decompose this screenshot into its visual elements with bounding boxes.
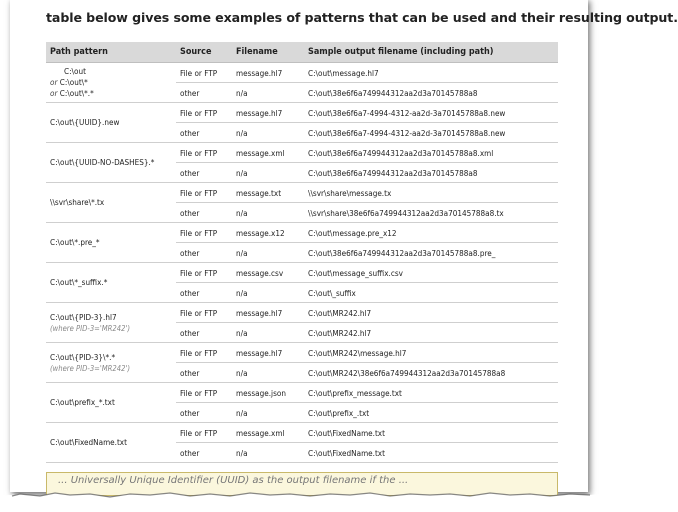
filename-cell: n/a xyxy=(232,363,304,383)
filename-cell: message.hl7 xyxy=(232,63,304,83)
path-value: C:\out\{UUID-NO-DASHES}.* xyxy=(50,157,155,167)
source-cell: File or FTP xyxy=(176,303,232,323)
source-cell: File or FTP xyxy=(176,103,232,123)
header-filename: Filename xyxy=(232,42,304,63)
source-cell: File or FTP xyxy=(176,343,232,363)
filename-cell: n/a xyxy=(232,403,304,423)
source-cell: File or FTP xyxy=(176,423,232,443)
path-pattern-cell xyxy=(46,263,176,303)
or-label: or xyxy=(50,88,60,98)
table-row xyxy=(46,303,558,323)
source-cell: File or FTP xyxy=(176,263,232,283)
source-cell: File or FTP xyxy=(176,383,232,403)
path-value: C:\out xyxy=(64,66,86,76)
path-value: C:\out\{UUID}.new xyxy=(50,117,120,127)
output-cell: C:\out\MR242\38e6f6a749944312aa2d3a70145788a8 xyxy=(304,363,558,383)
output-cell: C:\out\message.pre_x12 xyxy=(304,223,558,243)
output-cell: C:\out\_suffix xyxy=(304,283,558,303)
header-sample-output: Sample output filename (including path) xyxy=(304,42,558,63)
source-cell: File or FTP xyxy=(176,143,232,163)
output-cell: C:\out\38e6f6a749944312aa2d3a70145788a8 xyxy=(304,83,558,103)
source-cell: other xyxy=(176,283,232,303)
path-value: \\svr\share\*.tx xyxy=(50,197,105,207)
path-pattern-text xyxy=(50,437,172,448)
table-row xyxy=(46,223,558,243)
path-pattern-cell xyxy=(46,103,176,143)
path-pattern-text xyxy=(50,88,172,99)
filename-cell: n/a xyxy=(232,283,304,303)
path-pattern-cell xyxy=(46,423,176,463)
path-pattern-cell xyxy=(46,63,176,103)
table-header-row xyxy=(46,42,558,63)
path-pattern-text xyxy=(50,157,172,168)
filename-cell: n/a xyxy=(232,443,304,463)
output-cell: C:\out\prefix_.txt xyxy=(304,403,558,423)
source-cell: other xyxy=(176,443,232,463)
filename-cell: message.hl7 xyxy=(232,103,304,123)
table-row xyxy=(46,183,558,203)
filename-cell: message.txt xyxy=(232,183,304,203)
filename-cell: message.csv xyxy=(232,263,304,283)
path-note: (where PID-3='MR242') xyxy=(50,363,130,373)
table-row xyxy=(46,263,558,283)
output-cell: \\svr\share\message.tx xyxy=(304,183,558,203)
source-cell: File or FTP xyxy=(176,63,232,83)
path-pattern-text xyxy=(50,66,172,77)
path-value: C:\out\{PID-3}\*.* xyxy=(50,351,116,362)
output-cell: C:\out\message_suffix.csv xyxy=(304,263,558,283)
path-pattern-cell xyxy=(46,143,176,183)
path-note: (where PID-3='MR242') xyxy=(50,323,130,333)
table-row xyxy=(46,343,558,363)
source-cell: other xyxy=(176,83,232,103)
table-row xyxy=(46,143,558,163)
path-pattern-text xyxy=(50,77,172,88)
source-cell: other xyxy=(176,203,232,223)
source-cell: other xyxy=(176,363,232,383)
path-value: C:\out\*.pre_* xyxy=(50,237,100,247)
path-pattern-text xyxy=(50,397,172,408)
note-text: ... Universally Unique Identifier (UUID) as the output filename if the ... xyxy=(58,475,409,486)
table-row xyxy=(46,103,558,123)
path-pattern-table xyxy=(46,42,558,463)
path-value: C:\out\*_suffix.* xyxy=(50,277,108,287)
path-pattern-text xyxy=(50,312,172,323)
source-cell: other xyxy=(176,123,232,143)
output-cell: C:\out\38e6f6a749944312aa2d3a70145788a8.xml xyxy=(304,143,558,163)
filename-cell: message.hl7 xyxy=(232,343,304,363)
output-cell: C:\out\38e6f6a749944312aa2d3a70145788a8.pre_ xyxy=(304,243,558,263)
filename-cell: n/a xyxy=(232,203,304,223)
output-cell: C:\out\38e6f6a7-4994-4312-aa2d-3a70145788a8.new xyxy=(304,103,558,123)
output-cell: C:\out\MR242.hl7 xyxy=(304,303,558,323)
table-row xyxy=(46,383,558,403)
path-pattern-text xyxy=(50,197,172,208)
filename-cell: n/a xyxy=(232,323,304,343)
path-pattern-text xyxy=(50,117,172,128)
path-pattern-text xyxy=(50,237,172,248)
path-pattern-cell xyxy=(46,383,176,423)
source-cell: other xyxy=(176,163,232,183)
output-cell: C:\out\MR242\message.hl7 xyxy=(304,343,558,363)
output-cell: C:\out\38e6f6a749944312aa2d3a70145788a8 xyxy=(304,163,558,183)
path-value: C:\out\FixedName.txt xyxy=(50,437,127,447)
table-body xyxy=(46,63,558,463)
torn-edge xyxy=(0,482,600,512)
path-pattern-cell xyxy=(46,183,176,223)
path-pattern-text xyxy=(50,277,172,288)
or-label: or xyxy=(50,77,60,87)
source-cell: File or FTP xyxy=(176,183,232,203)
output-cell: C:\out\38e6f6a7-4994-4312-aa2d-3a70145788a8.new xyxy=(304,123,558,143)
filename-cell: message.hl7 xyxy=(232,303,304,323)
document-page xyxy=(10,0,678,492)
source-cell: other xyxy=(176,403,232,423)
filename-cell: message.x12 xyxy=(232,223,304,243)
source-cell: other xyxy=(176,323,232,343)
path-pattern-text xyxy=(50,352,172,363)
filename-cell: message.xml xyxy=(232,423,304,443)
table-row xyxy=(46,423,558,443)
output-cell: C:\out\FixedName.txt xyxy=(304,423,558,443)
path-value: C:\out\*.* xyxy=(59,88,94,98)
path-pattern-cell xyxy=(46,223,176,263)
path-pattern-cell xyxy=(46,343,176,383)
filename-cell: n/a xyxy=(232,243,304,263)
header-source: Source xyxy=(176,42,232,63)
filename-cell: n/a xyxy=(232,163,304,183)
output-cell: \\svr\share\38e6f6a749944312aa2d3a70145788a8.tx xyxy=(304,203,558,223)
table-row xyxy=(46,63,558,83)
output-cell: C:\out\message.hl7 xyxy=(304,63,558,83)
output-cell: C:\out\MR242.hl7 xyxy=(304,323,558,343)
filename-cell: n/a xyxy=(232,83,304,103)
output-cell: C:\out\FixedName.txt xyxy=(304,443,558,463)
path-pattern-cell xyxy=(46,303,176,343)
filename-cell: message.json xyxy=(232,383,304,403)
source-cell: File or FTP xyxy=(176,223,232,243)
filename-cell: message.xml xyxy=(232,143,304,163)
path-value: C:\out\prefix_*.txt xyxy=(50,397,115,407)
output-cell: C:\out\prefix_message.txt xyxy=(304,383,558,403)
path-value: C:\out\* xyxy=(59,77,88,87)
filename-cell: n/a xyxy=(232,123,304,143)
intro-text: table below gives some examples of patterns that can be used and their resulting output. xyxy=(46,10,678,25)
header-path-pattern: Path pattern xyxy=(46,42,176,63)
path-value: C:\out\{PID-3}.hl7 xyxy=(50,311,117,322)
source-cell: other xyxy=(176,243,232,263)
